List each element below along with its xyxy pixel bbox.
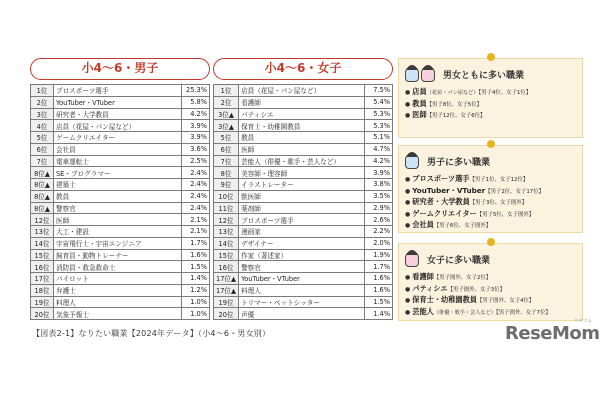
rank-cell: 6位 (31, 143, 54, 155)
item-detail: 【男子圏外、女子4位】 (476, 298, 535, 305)
job-cell: 声優 (239, 308, 365, 320)
item-name: 看護師 (412, 272, 434, 281)
table-row (214, 120, 393, 132)
percent-cell: 2.1% (182, 214, 210, 226)
percent-cell: 4.2% (182, 108, 210, 120)
rank-cell: 18位 (31, 284, 54, 296)
boy-avatar-icon (405, 153, 419, 169)
boys-ranking-panel (30, 58, 210, 320)
table-row (214, 237, 393, 249)
rank-cell: 12位 (31, 214, 54, 226)
item-name: YouTuber・VTuber (412, 185, 486, 195)
pushpin-icon (487, 140, 495, 148)
job-cell: 飼育員・動物トレーナー (54, 249, 182, 261)
job-cell: 薬剤師 (239, 202, 365, 214)
logo-text: ReseMom (505, 323, 600, 344)
table-row (214, 202, 393, 214)
pushpin-icon (487, 53, 495, 61)
percent-cell: 1.6% (182, 249, 210, 261)
job-cell: イラストレーター (239, 179, 365, 191)
item-name: パティシエ (412, 283, 448, 293)
bullet-icon: ● (405, 210, 411, 218)
boys-box-title: 男子に多い職業 (427, 157, 491, 168)
rank-cell: 13位 (31, 226, 54, 238)
percent-cell: 5.4% (365, 96, 393, 108)
job-cell: 教員 (54, 190, 182, 202)
job-cell: 店員（花屋・パン屋など） (239, 85, 365, 97)
list-item (405, 110, 576, 122)
table-row (214, 190, 393, 202)
rank-cell: 20位 (214, 308, 239, 320)
item-note: （花屋・パン屋など） (426, 90, 479, 96)
pushpin-icon (487, 238, 495, 246)
percent-cell: 3.6% (182, 143, 210, 155)
percent-cell: 2.4% (182, 202, 210, 214)
table-row (31, 120, 210, 132)
job-cell: 芸能人（俳優・歌手・芸人など） (239, 155, 365, 167)
boy-avatar-icon (405, 66, 419, 82)
table-row (214, 226, 393, 238)
rank-cell: 3位▲ (214, 108, 239, 120)
list-item (405, 272, 576, 284)
table-row (214, 108, 393, 120)
job-cell: プロスポーツ選手 (54, 85, 182, 97)
bullet-icon: ● (405, 89, 411, 96)
job-cell: YouTuber・VTuber (54, 96, 182, 108)
job-cell: 警察官 (54, 202, 182, 214)
bullet-icon: ● (405, 274, 411, 281)
job-cell: 獣医師 (239, 190, 365, 202)
rank-cell: 4位 (31, 120, 54, 132)
bullet-icon: ● (405, 100, 411, 108)
percent-cell: 3.5% (365, 190, 393, 202)
percent-cell: 3.9% (365, 167, 393, 179)
table-row (214, 155, 393, 167)
percent-cell: 25.3% (182, 85, 210, 97)
percent-cell: 2.2% (365, 226, 393, 238)
table-row (31, 190, 210, 202)
percent-cell: 4.2% (365, 155, 393, 167)
job-cell: 医師 (54, 214, 182, 226)
table-row (214, 167, 393, 179)
rank-cell: 12位 (214, 214, 239, 226)
girls-box-title: 女子に多い職業 (427, 255, 491, 266)
percent-cell: 5.3% (365, 108, 393, 120)
boys-box (398, 145, 583, 233)
table-row (214, 85, 393, 97)
job-cell: 建築士 (54, 179, 182, 191)
table-row (214, 143, 393, 155)
table-row (214, 273, 393, 285)
rank-cell: 14位 (31, 237, 54, 249)
boys-header: 小4〜6・男子 (30, 58, 210, 80)
girls-header: 小4〜6・女子 (213, 58, 393, 80)
table-row (31, 155, 210, 167)
percent-cell: 3.9% (182, 120, 210, 132)
percent-cell: 1.6% (365, 284, 393, 296)
rank-cell: 7位 (31, 155, 54, 167)
item-detail: 【男子12位、女子6位】 (426, 113, 486, 120)
rank-cell: 19位 (214, 296, 239, 308)
rank-cell: 8位▲ (31, 167, 54, 179)
rank-cell: 8位▲ (31, 179, 54, 191)
bullet-icon: ● (405, 176, 411, 183)
item-name: ゲームクリエイター (412, 208, 477, 218)
percent-cell: 5.8% (182, 96, 210, 108)
table-row (31, 273, 210, 285)
list-item (405, 295, 576, 307)
job-cell: 医師 (239, 143, 365, 155)
percent-cell: 2.0% (365, 237, 393, 249)
list-item (405, 209, 576, 221)
rank-cell: 3位▲ (214, 120, 239, 132)
job-cell: パティシエ (239, 108, 365, 120)
percent-cell: 1.2% (182, 284, 210, 296)
figure-caption: 【図表2-1】なりたい職業【2024年データ】（小4〜6・男女別） (32, 329, 271, 338)
rank-cell: 17位 (31, 273, 54, 285)
percent-cell: 4.7% (365, 143, 393, 155)
percent-cell: 7.5% (365, 85, 393, 97)
list-item (405, 220, 576, 232)
both-genders-box (398, 58, 583, 138)
table-row (214, 96, 393, 108)
item-name: 教員 (412, 98, 427, 108)
boys-ranking-table (30, 84, 210, 320)
table-row (31, 167, 210, 179)
girl-avatar-icon (405, 251, 419, 267)
job-cell: 教員 (239, 132, 365, 144)
list-item (405, 307, 576, 319)
rank-cell: 11位 (214, 202, 239, 214)
table-row (214, 249, 393, 261)
table-row (31, 132, 210, 144)
job-cell: トリマー・ペットシッター (239, 296, 365, 308)
percent-cell: 1.5% (365, 296, 393, 308)
list-item (405, 197, 576, 209)
job-cell: 店員（花屋・パン屋など） (54, 120, 182, 132)
job-cell: 宇宙飛行士・宇宙エンジニア (54, 237, 182, 249)
rank-cell: 17位▲ (214, 273, 239, 285)
percent-cell: 2.4% (182, 167, 210, 179)
logo-subtext: リセマム (574, 319, 592, 324)
percent-cell: 5.1% (365, 132, 393, 144)
item-name: 医師 (412, 110, 427, 120)
job-cell: 保育士・幼稚園教員 (239, 120, 365, 132)
table-row (214, 179, 393, 191)
rank-cell: 16位 (31, 261, 54, 273)
job-cell: 料理人 (54, 296, 182, 308)
rank-cell: 19位 (31, 296, 54, 308)
job-cell: 看護師 (239, 96, 365, 108)
item-note: （俳優・歌手・芸人など） (433, 309, 497, 316)
item-detail: 【男子6位、女子圏外】 (433, 223, 492, 230)
percent-cell: 2.4% (182, 179, 210, 191)
percent-cell: 2.4% (182, 190, 210, 202)
both-box-title: 男女ともに多い職業 (443, 70, 525, 81)
rank-cell: 6位 (214, 143, 239, 155)
rank-cell: 15位 (214, 249, 239, 261)
job-cell: 会社員 (54, 143, 182, 155)
percent-cell: 1.7% (365, 261, 393, 273)
list-item (405, 284, 576, 296)
table-row (31, 261, 210, 273)
item-detail: 【男子5位、女子圏外】 (476, 211, 535, 218)
job-cell: SE・プログラマー (54, 167, 182, 179)
table-row (214, 132, 393, 144)
percent-cell: 1.7% (182, 237, 210, 249)
job-cell: 弁護士 (54, 284, 182, 296)
girls-ranking-table (213, 84, 393, 320)
rank-cell: 14位 (214, 237, 239, 249)
job-cell: 研究者・大学教員 (54, 108, 182, 120)
item-detail: 【男子3位、女子圏外】 (469, 200, 528, 207)
table-row (214, 296, 393, 308)
rank-cell: 5位 (31, 132, 54, 144)
rank-cell: 1位 (214, 85, 239, 97)
rank-cell: 1位 (31, 85, 54, 97)
girls-ranking-panel (213, 58, 393, 320)
table-row (31, 308, 210, 320)
item-detail: 【男子圏外、女子7位】 (496, 309, 551, 316)
bullet-icon: ● (405, 297, 411, 305)
percent-cell: 3.9% (182, 132, 210, 144)
percent-cell: 1.4% (182, 273, 210, 285)
table-row (31, 143, 210, 155)
bullet-icon: ● (405, 187, 411, 195)
bullet-icon: ● (405, 112, 411, 120)
table-row (31, 179, 210, 191)
job-cell: 気象予報士 (54, 308, 182, 320)
job-cell: 漫画家 (239, 226, 365, 238)
rank-cell: 10位 (214, 190, 239, 202)
item-name: 会社員 (412, 220, 434, 230)
rank-cell: 13位 (214, 226, 239, 238)
item-detail: 【男子8位、女子5位】 (426, 101, 483, 108)
percent-cell: 1.9% (365, 249, 393, 261)
item-detail: 【男子1位、女子12位】 (469, 177, 529, 183)
percent-cell: 1.4% (365, 308, 393, 320)
bullet-icon: ● (405, 308, 411, 316)
rank-cell: 15位 (31, 249, 54, 261)
percent-cell: 3.8% (365, 179, 393, 191)
item-name: 店員 (412, 87, 427, 96)
rank-cell: 8位▲ (31, 190, 54, 202)
girls-box (398, 243, 583, 321)
boys-box-list (405, 174, 576, 232)
job-cell: YouTuber・VTuber (239, 273, 365, 285)
item-name: 保育士・幼稚園教員 (412, 295, 477, 305)
job-cell: 料理人 (239, 284, 365, 296)
item-name: 芸能人 (412, 306, 434, 316)
percent-cell: 5.3% (365, 120, 393, 132)
table-row (31, 108, 210, 120)
percent-cell: 1.0% (182, 308, 210, 320)
girl-avatar-icon (421, 66, 435, 82)
rank-cell: 17位▲ (214, 284, 239, 296)
girls-box-list (405, 272, 576, 318)
table-row (214, 284, 393, 296)
list-item (405, 174, 576, 186)
rank-cell: 8位 (214, 167, 239, 179)
rank-cell: 16位 (214, 261, 239, 273)
job-cell: 美容師・理容師 (239, 167, 365, 179)
table-row (31, 85, 210, 97)
both-box-list (405, 87, 576, 122)
rank-cell: 8位▲ (31, 202, 54, 214)
list-item (405, 87, 576, 99)
item-detail: 【男子2位、女子17位】 (485, 188, 544, 195)
bullet-icon: ● (405, 222, 411, 230)
percent-cell: 2.6% (365, 214, 393, 226)
job-cell: パイロット (54, 273, 182, 285)
item-name: プロスポーツ選手 (412, 174, 470, 183)
rank-cell: 20位 (31, 308, 54, 320)
job-cell: デザイナー (239, 237, 365, 249)
percent-cell: 1.5% (182, 261, 210, 273)
percent-cell: 1.0% (182, 296, 210, 308)
table-row (31, 96, 210, 108)
job-cell: 消防員・救急救命士 (54, 261, 182, 273)
job-cell: 電車運転士 (54, 155, 182, 167)
list-item (405, 99, 576, 111)
table-row (31, 214, 210, 226)
table-row (31, 226, 210, 238)
job-cell: 大工・建設 (54, 226, 182, 238)
job-cell: 作家（著述家） (239, 249, 365, 261)
item-detail: 【男子圏外、女子3位】 (447, 286, 505, 293)
table-row (31, 237, 210, 249)
table-row (31, 296, 210, 308)
percent-cell: 2.5% (182, 155, 210, 167)
table-row (214, 214, 393, 226)
rank-cell: 5位 (214, 132, 239, 144)
percent-cell: 1.6% (365, 273, 393, 285)
job-cell: ゲームクリエイター (54, 132, 182, 144)
table-row (214, 308, 393, 320)
item-detail: 【男子4位、女子1位】 (478, 90, 532, 96)
job-cell: 警察官 (239, 261, 365, 273)
table-row (31, 249, 210, 261)
table-row (214, 261, 393, 273)
resemom-logo (505, 323, 600, 344)
item-name: 研究者・大学教員 (412, 197, 470, 207)
rank-cell: 2位 (31, 96, 54, 108)
job-cell: プロスポーツ選手 (239, 214, 365, 226)
rank-cell: 2位 (214, 96, 239, 108)
table-row (31, 284, 210, 296)
table-row (31, 202, 210, 214)
percent-cell: 2.1% (182, 226, 210, 238)
bullet-icon: ● (405, 285, 411, 293)
rank-cell: 9位 (214, 179, 239, 191)
list-item (405, 186, 576, 198)
bullet-icon: ● (405, 199, 411, 207)
rank-cell: 3位 (31, 108, 54, 120)
percent-cell: 2.9% (365, 202, 393, 214)
rank-cell: 7位 (214, 155, 239, 167)
item-detail: 【男子圏外、女子2位】 (433, 275, 492, 281)
